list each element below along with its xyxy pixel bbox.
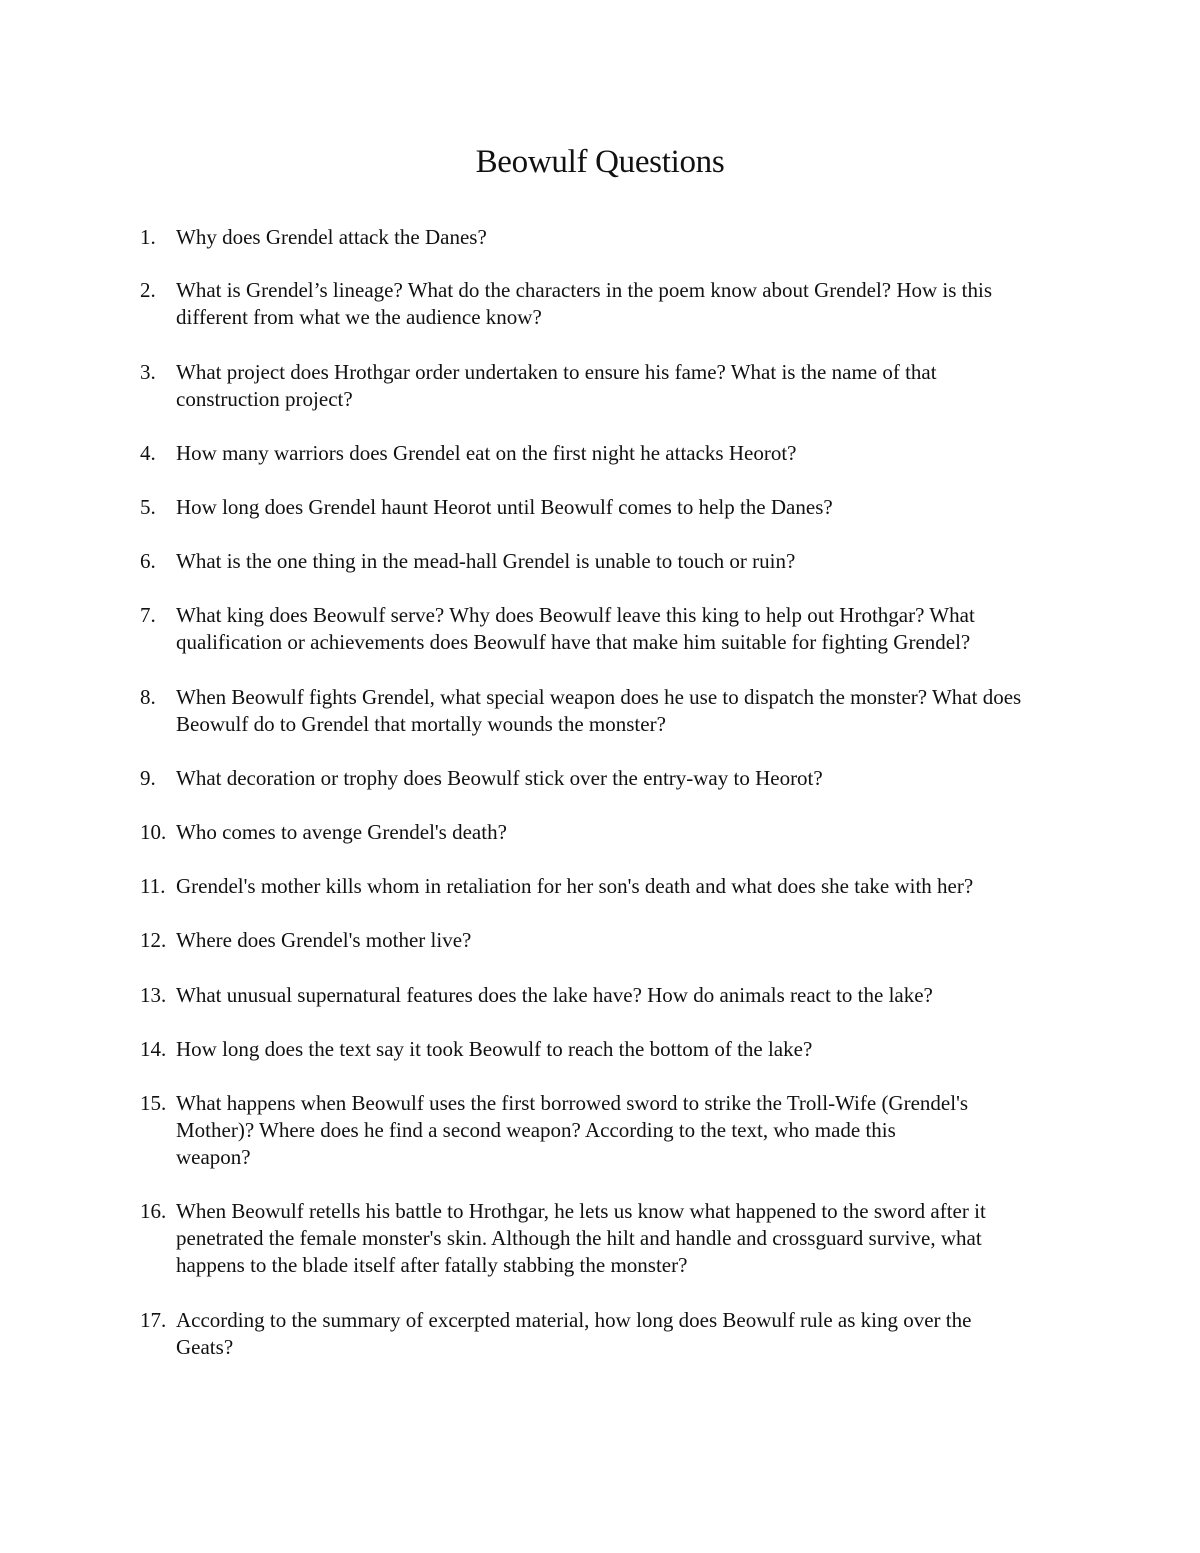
question-item — [140, 873, 1140, 900]
question-number: 5. — [140, 495, 156, 519]
question-text: Who comes to avenge Grendel's death? — [176, 820, 507, 844]
question-item — [140, 224, 1140, 251]
question-number: 7. — [140, 603, 156, 627]
question-text: What is Grendel’s lineage? What do the characters in the poem know about Grendel? How is this different from what we the audience know? — [176, 278, 993, 329]
question-item — [140, 548, 1140, 575]
question-text: What project does Hrothgar order undertaken to ensure his fame? What is the name of that construction project? — [176, 360, 937, 411]
question-item — [140, 927, 1140, 954]
question-text: What unusual supernatural features does the lake have? How do animals react to the lake? — [176, 983, 933, 1007]
question-text: What happens when Beowulf uses the first borrowed sword to strike the Troll-Wife (Grendel's Mother)? Where does he find a second weapon? According to the text, who made this weapon? — [176, 1091, 969, 1169]
question-item — [140, 1036, 1140, 1063]
question-item — [140, 819, 1140, 846]
question-text: Why does Grendel attack the Danes? — [176, 225, 487, 249]
question-number: 13. — [140, 983, 167, 1007]
question-item — [140, 277, 1140, 331]
question-number: 16. — [140, 1199, 167, 1223]
question-number: 11. — [140, 874, 166, 898]
question-text: When Beowulf retells his battle to Hrothgar, he lets us know what happened to the sword after it penetrated the female monster's skin. Although the hilt and handle and crossguard survive, what happens to the blade itself after fatally stabbing the monster? — [176, 1199, 986, 1277]
question-text: Grendel's mother kills whom in retaliation for her son's death and what does she take with her? — [176, 874, 974, 898]
question-text: How long does the text say it took Beowulf to reach the bottom of the lake? — [176, 1037, 813, 1061]
question-item — [140, 1198, 1140, 1279]
question-item — [140, 765, 1140, 792]
question-text: What decoration or trophy does Beowulf stick over the entry-way to Heorot? — [176, 766, 823, 790]
question-text: How long does Grendel haunt Heorot until Beowulf comes to help the Danes? — [176, 495, 833, 519]
question-text: How many warriors does Grendel eat on the first night he attacks Heorot? — [176, 441, 797, 465]
question-text: Where does Grendel's mother live? — [176, 928, 472, 952]
question-number: 17. — [140, 1308, 167, 1332]
question-number: 2. — [140, 278, 156, 302]
question-number: 14. — [140, 1037, 167, 1061]
question-text: According to the summary of excerpted material, how long does Beowulf rule as king over the Geats? — [176, 1308, 972, 1359]
question-text: When Beowulf fights Grendel, what special weapon does he use to dispatch the monster? What does Beowulf do to Grendel that mortally wounds the monster? — [176, 685, 1022, 736]
question-item — [140, 440, 1140, 467]
question-text: What is the one thing in the mead-hall Grendel is unable to touch or ruin? — [176, 549, 796, 573]
question-item — [140, 494, 1140, 521]
question-number: 1. — [140, 225, 156, 249]
question-item — [140, 602, 1140, 656]
question-number: 12. — [140, 928, 167, 952]
question-text: What king does Beowulf serve? Why does Beowulf leave this king to help out Hrothgar? What qualification or achievements does Beowulf have that make him suitable for fighting Grendel? — [176, 603, 975, 654]
question-number: 15. — [140, 1091, 167, 1115]
question-number: 10. — [140, 820, 167, 844]
question-number: 6. — [140, 549, 156, 573]
question-item — [140, 1090, 1140, 1171]
question-item — [140, 1307, 1140, 1361]
question-number: 4. — [140, 441, 156, 465]
question-item — [140, 684, 1140, 738]
question-item — [140, 982, 1140, 1009]
question-number: 8. — [140, 685, 156, 709]
document-title: Beowulf Questions — [475, 144, 725, 180]
question-number: 9. — [140, 766, 156, 790]
question-number: 3. — [140, 360, 156, 384]
question-item — [140, 359, 1140, 413]
